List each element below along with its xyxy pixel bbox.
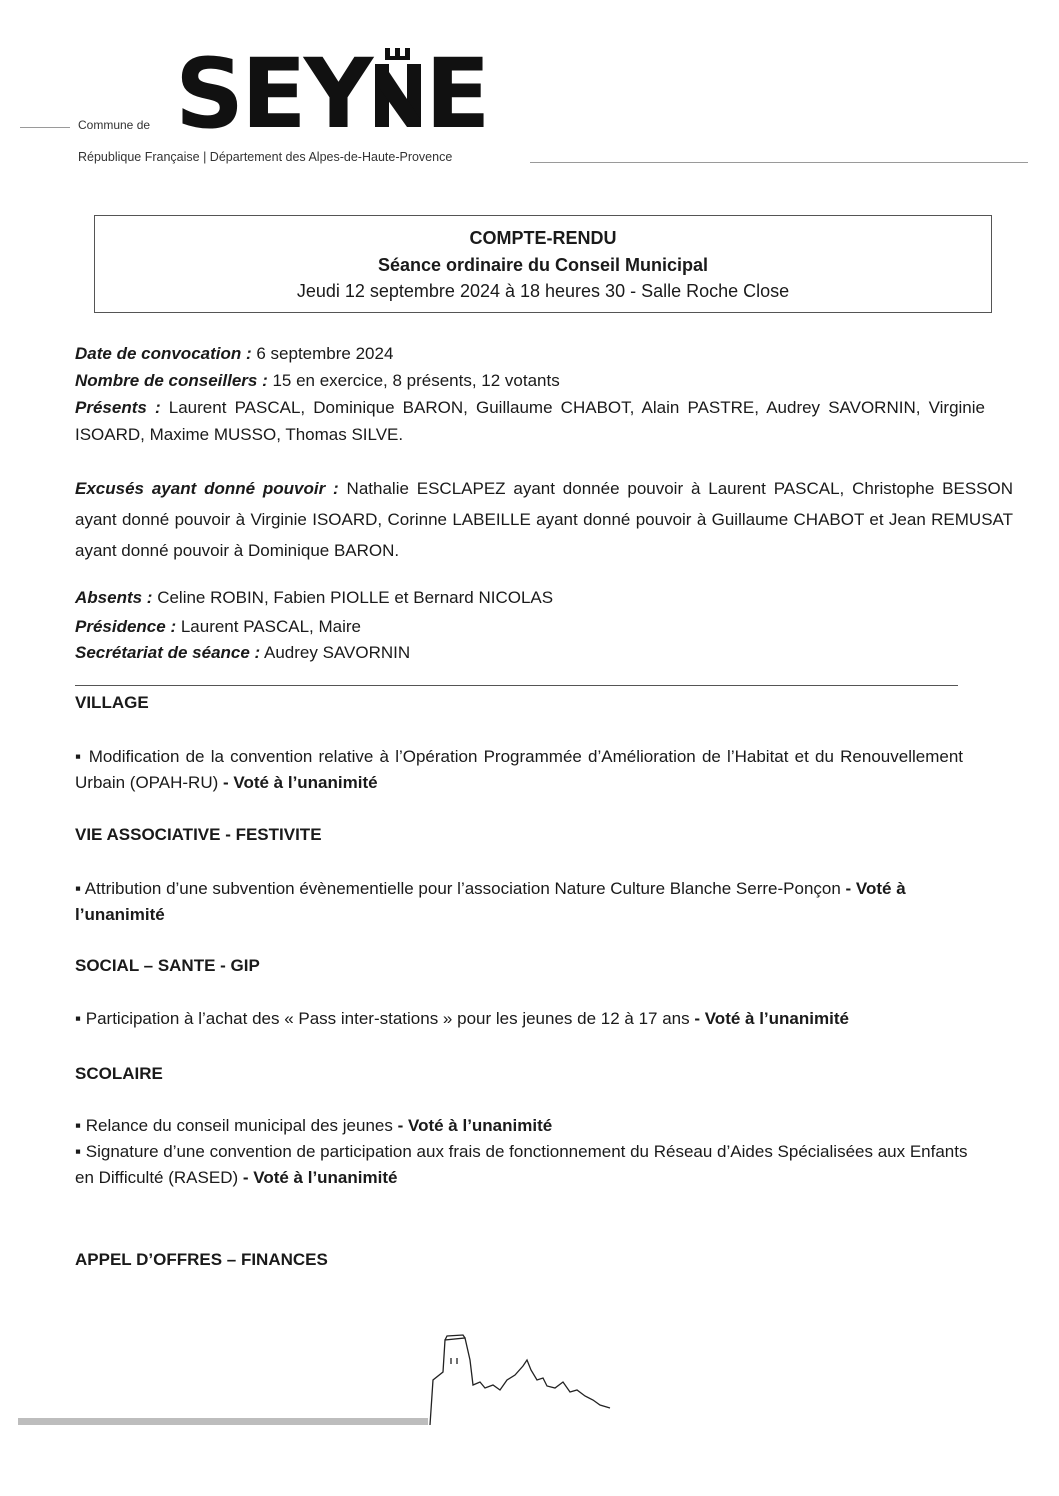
social-item-1-text: ▪ Participation à l’achat des « Pass inter-stations » pour les jeunes de 12 à 17 ans [75, 1009, 695, 1028]
document-subtitle: Séance ordinaire du Conseil Municipal [377, 255, 709, 275]
vie-asso-item-1 [75, 876, 975, 928]
secretariat-value: Audrey SAVORNIN [260, 643, 411, 662]
presidence-value: Laurent PASCAL, Maire [176, 617, 361, 636]
presidence-line [75, 613, 965, 640]
section-divider [75, 685, 958, 686]
absents-label: Absents : [75, 588, 153, 607]
scolaire-item-2-text: ▪ Signature d’une convention de participation aux frais de fonctionnement du Réseau d’Aides Spécialisées aux Enfants en Difficulté (RASED) [75, 1142, 968, 1187]
republique-subtitle: République Française | Département des Alpes-de-Haute-Provence [78, 150, 453, 164]
conseillers-label: Nombre de conseillers : [75, 371, 268, 390]
excuses-paragraph [75, 473, 1013, 566]
scolaire-item-2 [75, 1139, 975, 1191]
meeting-date-place: Jeudi 12 septembre 2024 à 18 heures 30 - Salle Roche Close [296, 281, 790, 301]
scolaire-item-1-vote: - Voté à l’unanimité [397, 1116, 553, 1135]
svg-text:E: E [425, 42, 489, 137]
social-item-1 [75, 1006, 970, 1032]
vie-asso-item-1-text: ▪ Attribution d’une subvention évènementielle pour l’association Nature Culture Blanche Serre-Ponçon [75, 879, 846, 898]
village-item-1-vote: - Voté à l’unanimité [222, 773, 378, 792]
convocation-label: Date de convocation : [75, 344, 252, 363]
section-heading-village: VILLAGE [75, 693, 149, 712]
commune-de-label: Commune de [78, 118, 151, 132]
convocation-value: 6 septembre 2024 [251, 344, 394, 363]
conseillers-line [75, 367, 965, 394]
vie-asso-item-1-vote: - Voté à l’unanimité [75, 879, 906, 924]
presents-label: Présents : [75, 398, 161, 417]
excuses-value: Nathalie ESCLAPEZ ayant donnée pouvoir à Laurent PASCAL, Christophe BESSON ayant donné pouvoir à Virginie ISOARD, Corinne LABEILLE ayant donné pouvoir à Guillaume CHABOT et Jean REMUSAT ayant donné pouvoir à Dominique BARON. [75, 479, 1014, 560]
social-item-1-vote: - Voté à l’unanimité [694, 1009, 849, 1028]
header-right-rule [530, 162, 1028, 163]
section-heading-vie-associative: VIE ASSOCIATIVE - FESTIVITE [75, 825, 322, 844]
title-box [94, 215, 992, 313]
excuses-label: Excusés ayant donné pouvoir : [75, 479, 339, 498]
presents-value: Laurent PASCAL, Dominique BARON, Guillaume CHABOT, Alain PASTRE, Audrey SAVORNIN, Virginie ISOARD, Maxime MUSSO, Thomas SILVE. [75, 398, 985, 444]
presents-line [75, 394, 985, 448]
castle-sketch-icon [425, 1330, 625, 1430]
scolaire-item-1-text: ▪ Relance du conseil municipal des jeunes [75, 1116, 398, 1135]
header-left-rule [20, 127, 70, 128]
logo-seyne [175, 42, 525, 153]
convocation-line [75, 340, 965, 367]
village-item-1-text: ▪ Modification de la convention relative à l’Opération Programmée d’Amélioration de l’Habitat et du Renouvellement Urbain (OPAH-RU) [75, 747, 963, 792]
secretariat-line [75, 639, 965, 666]
seyne-logo-graphic [175, 42, 525, 137]
footer-gray-band [18, 1418, 428, 1425]
scolaire-item-1 [75, 1113, 970, 1139]
scolaire-item-2-vote: - Voté à l’unanimité [242, 1168, 398, 1187]
village-item-1 [75, 744, 963, 796]
section-heading-appel-offres: APPEL D’OFFRES – FINANCES [75, 1250, 328, 1269]
secretariat-label: Secrétariat de séance : [75, 643, 261, 662]
presidence-label: Présidence : [75, 617, 177, 636]
conseillers-value: 15 en exercice, 8 présents, 12 votants [267, 371, 560, 390]
section-heading-scolaire: SCOLAIRE [75, 1064, 163, 1083]
document-title: COMPTE-RENDU [469, 228, 617, 248]
section-heading-social: SOCIAL – SANTE - GIP [75, 956, 260, 975]
absents-value: Celine ROBIN, Fabien PIOLLE et Bernard NICOLAS [152, 588, 554, 607]
svg-text:SEY: SEY [175, 42, 371, 137]
absents-line [75, 584, 965, 611]
